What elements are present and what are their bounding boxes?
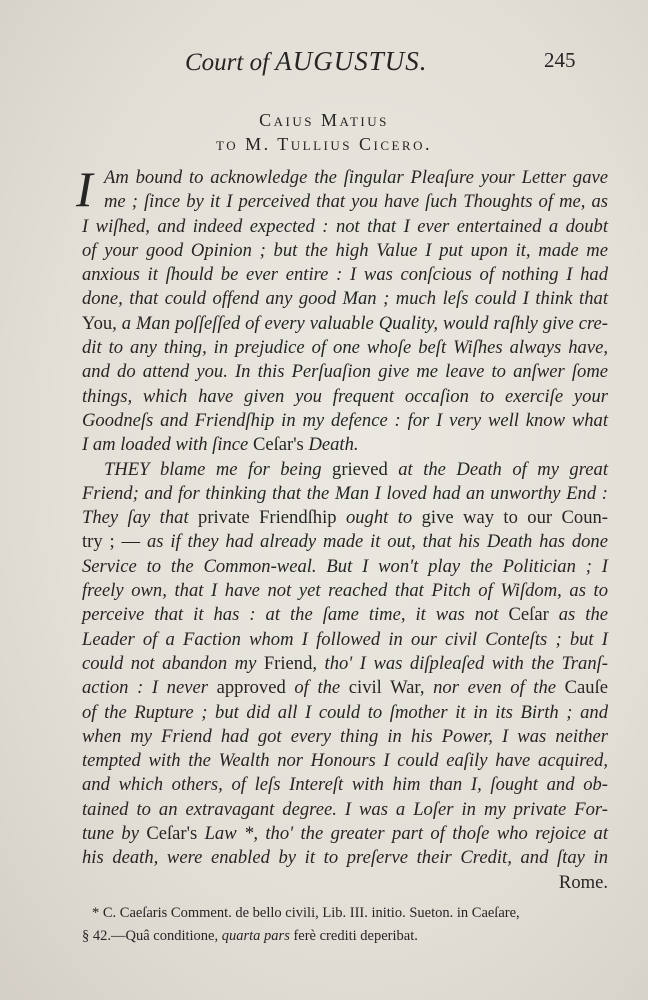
text-segment: at the Death of my great bbox=[387, 458, 608, 480]
text-segment: civil War, bbox=[348, 677, 425, 699]
text-segment: tempted with the Wealth nor Honours I could eaſily have acquired, bbox=[82, 750, 608, 772]
text-segment: Cauſe bbox=[564, 677, 609, 699]
text-segment: could not abandon my bbox=[82, 652, 264, 674]
text-segment: , a Man poſſeſſed of every valuable Quality, would raſhly give cre- bbox=[112, 312, 608, 334]
text-line bbox=[82, 239, 608, 263]
text-line bbox=[82, 482, 608, 506]
text-line bbox=[82, 166, 608, 190]
page-number: 245 bbox=[544, 48, 576, 72]
text-segment: Leader of a Faction whom I followed in our civil Conteſts ; but I bbox=[82, 628, 608, 650]
text-segment: approved bbox=[216, 677, 286, 699]
text-segment: THEY blame me for being bbox=[104, 458, 333, 480]
text-segment: tho' I was diſpleaſed with the Tranſ- bbox=[317, 652, 608, 674]
text-line bbox=[82, 312, 608, 336]
text-segment: give way to our Coun- bbox=[421, 507, 608, 529]
running-title-caps: AUGUSTUS. bbox=[275, 46, 428, 76]
footnote-line bbox=[82, 925, 608, 948]
text-segment: of the Rupture ; but did all I could to ſmother it in its Birth ; and bbox=[82, 701, 608, 723]
text-line bbox=[82, 530, 608, 554]
text-line bbox=[82, 701, 608, 725]
text-segment: ought to bbox=[336, 507, 422, 529]
text-segment: nor even of the bbox=[424, 677, 565, 699]
text-line bbox=[82, 215, 608, 239]
text-line bbox=[82, 385, 608, 409]
text-segment: done, that could offend any good Man ; much leſs could I think that bbox=[82, 288, 608, 310]
text-line bbox=[82, 579, 608, 603]
text-segment: of your good Opinion ; but the high Value I put upon it, made me bbox=[82, 239, 608, 261]
text-segment: tained to an extravagant degree. I was a Loſer in my private For- bbox=[82, 798, 608, 820]
text-segment: I wiſhed, and indeed expected : not that I ever entertained a doubt bbox=[82, 215, 608, 237]
text-segment: me ; ſince by it I perceived that you have ſuch Thoughts of me, as bbox=[104, 191, 608, 213]
text-line bbox=[82, 628, 608, 652]
text-segment: Service to the Common-weal. But I won't play the Politician ; I bbox=[82, 555, 608, 577]
text-line bbox=[82, 676, 608, 700]
drop-cap: I bbox=[76, 161, 93, 217]
text-segment: Ceſar's bbox=[252, 434, 304, 456]
text-segment: anxious it ſhould be ever entire : I was conſcious of nothing I had bbox=[82, 264, 608, 286]
running-head bbox=[0, 46, 648, 80]
text-segment: Death. bbox=[303, 434, 359, 456]
text-segment: Goodneſs and Friendſhip in my defence : for I very well know what bbox=[82, 409, 608, 431]
text-segment: freely own, that I have not yet reached that Pitch of Wiſdom, as to bbox=[82, 580, 608, 602]
text-line bbox=[82, 773, 608, 797]
text-line bbox=[82, 190, 608, 214]
text-line bbox=[82, 846, 608, 870]
text-line bbox=[82, 336, 608, 360]
text-segment: perceive that it has : at the ſame time, it was not bbox=[82, 604, 509, 626]
text-segment: as if they had already made it out, that his Death has done bbox=[140, 531, 608, 553]
text-line bbox=[82, 652, 608, 676]
text-segment: as the bbox=[548, 604, 609, 626]
text-line bbox=[82, 603, 608, 627]
text-line bbox=[82, 822, 608, 846]
text-segment: Friend, bbox=[263, 652, 318, 674]
letter-sender: Caius Matius bbox=[259, 110, 389, 130]
text-segment: things, which have given you frequent occaſion to exerciſe your bbox=[82, 385, 608, 407]
text-segment: Friend; and for thinking that the Man I loved had an unworthy End : bbox=[82, 482, 608, 504]
text-segment: dit to any thing, in prejudice of one whoſe beſt Wiſhes always have, bbox=[82, 337, 608, 359]
text-line bbox=[82, 409, 608, 433]
footnote-italic: quarta pars bbox=[221, 928, 290, 944]
text-line bbox=[82, 798, 608, 822]
text-segment: tune by bbox=[82, 823, 147, 845]
text-segment: They ſay that bbox=[82, 507, 199, 529]
text-line bbox=[82, 433, 608, 457]
footnote-text: § 42.—Quâ conditione, bbox=[82, 928, 222, 944]
text-segment: of the bbox=[285, 677, 349, 699]
text-line bbox=[82, 871, 608, 895]
text-segment: and which others, of leſs Intereſt with him than I, ſought and ob- bbox=[82, 774, 608, 796]
text-line bbox=[82, 555, 608, 579]
running-title bbox=[185, 46, 428, 77]
text-segment: his death, were enabled by it to preſerve their Credit, and ſtay in bbox=[82, 847, 608, 869]
text-segment: grieved bbox=[332, 458, 388, 480]
text-segment: try ; — bbox=[82, 531, 141, 553]
letter-body bbox=[76, 161, 609, 895]
text-segment: Law *, tho' the greater part of thoſe who rejoice at bbox=[197, 823, 608, 845]
text-segment: Rome. bbox=[558, 871, 608, 893]
text-line bbox=[82, 506, 608, 530]
text-line bbox=[82, 725, 608, 749]
text-line bbox=[82, 749, 608, 773]
text-line bbox=[82, 458, 608, 482]
text-line bbox=[82, 360, 608, 384]
footnote-line: * C. Caeſaris Comment. de bello civili, Lib. III. initio. Sueton. in Caeſare, bbox=[92, 905, 520, 921]
text-segment: Ceſar's bbox=[146, 823, 198, 845]
footnote-text: ferè crediti deperibat. bbox=[289, 928, 418, 944]
text-segment: and do attend you. In this Perſuaſion give me leave to anſwer ſome bbox=[82, 361, 608, 383]
text-segment: Ceſar bbox=[508, 604, 549, 626]
text-segment: I am loaded with ſince bbox=[82, 434, 253, 456]
text-segment: Am bound to acknowledge the ſingular Pleaſure your Letter gave bbox=[104, 167, 608, 188]
text-line bbox=[82, 287, 608, 311]
letter-recipient: to M. Tullius Cicero. bbox=[216, 134, 432, 154]
text-segment: You bbox=[82, 312, 113, 334]
footnotes bbox=[82, 902, 608, 948]
text-segment: action : I never bbox=[82, 677, 217, 699]
running-title-prefix: Court of bbox=[185, 49, 276, 76]
text-line bbox=[82, 263, 608, 287]
text-segment: when my Friend had got every thing in his Power, I was neither bbox=[82, 725, 608, 747]
text-segment: private Friendſhip bbox=[198, 507, 337, 529]
